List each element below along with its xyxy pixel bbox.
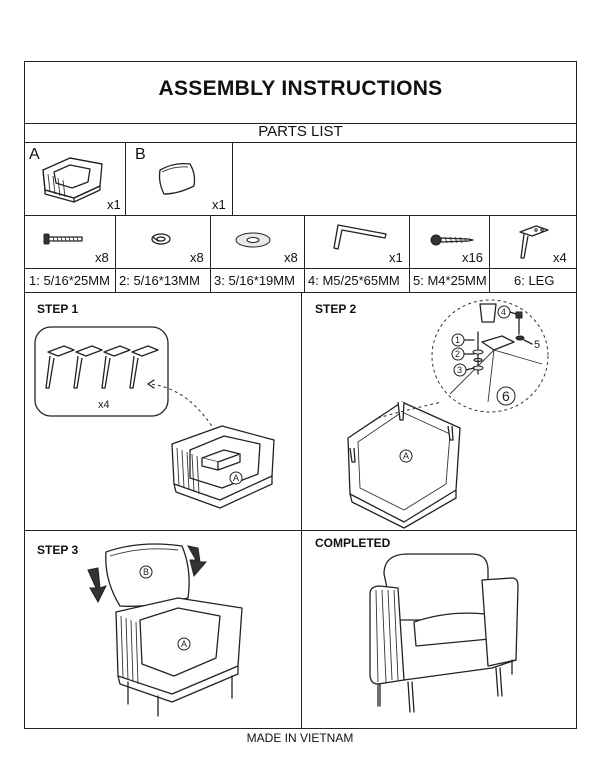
part-a-tag: A bbox=[233, 473, 240, 483]
hw4-spec: 4: M5/25*65MM bbox=[308, 273, 400, 288]
callout-3: 3 bbox=[457, 365, 463, 375]
footer-origin: MADE IN VIETNAM bbox=[246, 731, 354, 745]
divider bbox=[25, 215, 576, 216]
allen-key-icon bbox=[330, 222, 388, 252]
hw1-spec: 1: 5/16*25MM bbox=[29, 273, 110, 288]
callout-4: 4 bbox=[501, 307, 507, 317]
divider bbox=[409, 215, 410, 292]
hw6-qty: x4 bbox=[553, 250, 567, 265]
step3-chair bbox=[112, 596, 258, 718]
divider bbox=[232, 142, 233, 215]
divider bbox=[304, 215, 305, 292]
arrow-down-right bbox=[188, 546, 206, 576]
part-b-cushion-icon bbox=[156, 160, 198, 198]
hw1-qty: x8 bbox=[95, 250, 109, 265]
completed-chair bbox=[364, 550, 522, 716]
spring-washer-icon bbox=[150, 232, 172, 246]
part-a-chair-icon bbox=[40, 152, 112, 208]
hw6-spec: 6: LEG bbox=[514, 273, 555, 288]
part-b-qty: x1 bbox=[212, 197, 226, 212]
completed-label: COMPLETED bbox=[315, 536, 391, 550]
hw2-spec: 2: 5/16*13MM bbox=[119, 273, 200, 288]
step2-label: STEP 2 bbox=[315, 302, 357, 316]
divider bbox=[25, 142, 576, 143]
legs-qty-label: x4 bbox=[98, 399, 110, 411]
divider bbox=[301, 292, 302, 729]
hw3-qty: x8 bbox=[284, 250, 298, 265]
callout-5: 5 bbox=[534, 339, 541, 351]
divider bbox=[210, 215, 211, 292]
divider bbox=[125, 142, 126, 215]
step1-label: STEP 1 bbox=[37, 302, 79, 316]
parts-list-heading: PARTS LIST bbox=[258, 123, 343, 140]
hw2-qty: x8 bbox=[190, 250, 204, 265]
callout-6: 6 bbox=[502, 388, 510, 404]
part-a-letter: A bbox=[29, 146, 40, 163]
hw5-spec: 5: M4*25MM bbox=[413, 273, 487, 288]
part-a-tag-step3: A bbox=[181, 639, 188, 649]
callout-1: 1 bbox=[455, 335, 461, 345]
arrow-down-left bbox=[88, 568, 106, 602]
page-title: ASSEMBLY INSTRUCTIONS bbox=[158, 77, 443, 100]
wood-screw-icon bbox=[430, 232, 474, 248]
part-a-tag-step2: A bbox=[403, 451, 410, 461]
divider bbox=[489, 215, 490, 292]
part-b-letter: B bbox=[135, 146, 146, 163]
hw4-qty: x1 bbox=[389, 250, 403, 265]
step3-label: STEP 3 bbox=[37, 543, 79, 557]
hw5-qty: x16 bbox=[462, 250, 483, 265]
part-a-qty: x1 bbox=[107, 197, 121, 212]
divider bbox=[115, 215, 116, 292]
callout-2: 2 bbox=[455, 349, 461, 359]
part-b-tag: B bbox=[143, 567, 150, 577]
bolt-icon bbox=[44, 232, 84, 246]
divider bbox=[25, 268, 576, 269]
step2-detail-callout bbox=[430, 298, 550, 416]
flat-washer-icon bbox=[234, 231, 272, 249]
step1-chair-upside-down bbox=[168, 422, 280, 514]
hw3-spec: 3: 5/16*19MM bbox=[214, 273, 295, 288]
leg-icon bbox=[518, 224, 550, 260]
